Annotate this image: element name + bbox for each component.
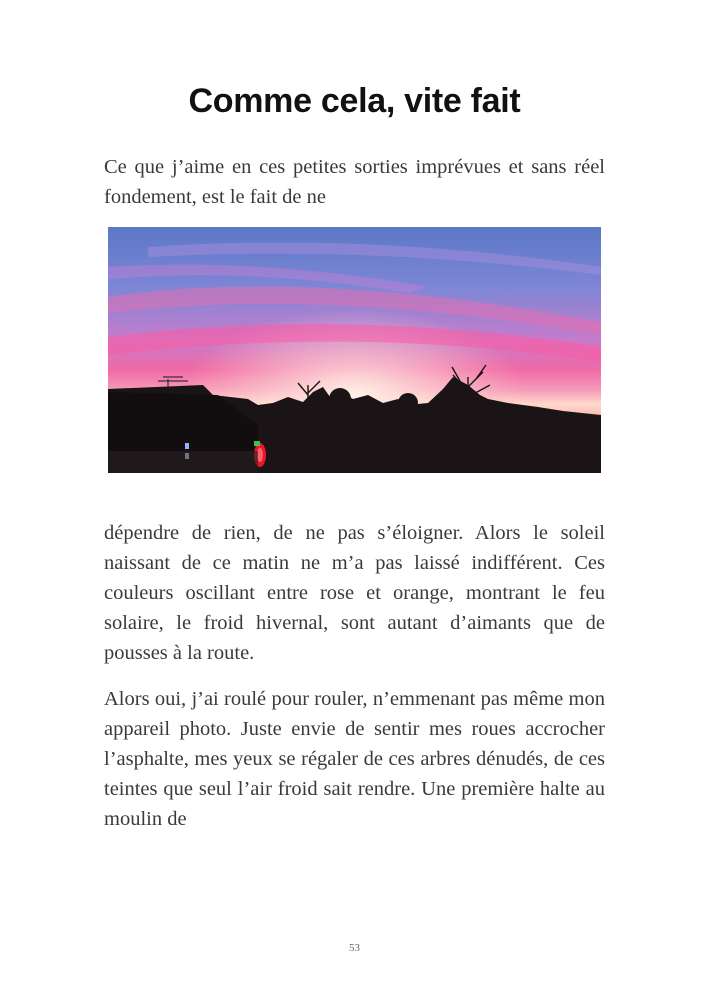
page-title: Comme cela, vite fait (188, 82, 521, 120)
paragraph-sunrise: dépendre de rien, de ne pas s’éloigner. Alors le soleil naissant de ce matin ne m’a pas laissé indifférent. Ces couleurs oscillant entre rose et orange, montrant le feu solaire, le froid hivernal, sont autant d’aimants que de pousses à la route. (104, 522, 605, 664)
sunrise-photo (108, 227, 601, 473)
paragraph-intro: Ce que j’aime en ces petites sorties imprévues et sans réel fondement, est le fait de ne (104, 156, 605, 208)
page-number: 53 (349, 942, 360, 954)
paragraph-ride: Alors oui, j’ai roulé pour rouler, n’emmenant pas même mon appareil photo. Juste envie de sentir mes roues accrocher l’asphalte, mes yeux se régaler de ces arbres dénudés, de ces teintes que seul l’air froid sait rendre. Une première halte au moulin de (104, 688, 605, 830)
